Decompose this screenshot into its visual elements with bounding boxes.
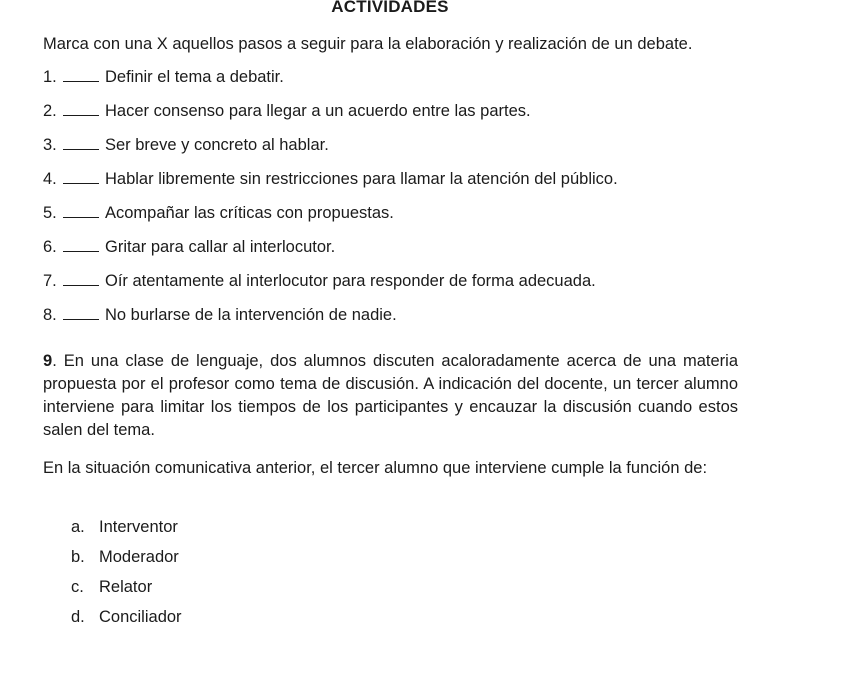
option-text: Interventor: [99, 518, 178, 536]
answer-blank[interactable]: [63, 306, 99, 320]
option-text: Relator: [99, 578, 153, 596]
option-text: Moderador: [99, 548, 179, 566]
step-text: Gritar para callar al interlocutor.: [105, 238, 336, 256]
answer-option[interactable]: [71, 578, 182, 608]
step-item: [43, 102, 618, 136]
question-paragraph: [43, 350, 738, 442]
step-item: [43, 272, 618, 306]
step-text: Definir el tema a debatir.: [105, 68, 284, 86]
step-item: [43, 170, 618, 204]
step-text: No burlarse de la intervención de nadie.: [105, 306, 397, 324]
option-text: Conciliador: [99, 608, 182, 626]
step-item: [43, 238, 618, 272]
step-item: [43, 136, 618, 170]
answer-blank[interactable]: [63, 68, 99, 82]
step-text: Acompañar las críticas con propuestas.: [105, 204, 394, 222]
answer-option[interactable]: [71, 608, 182, 638]
step-item: [43, 306, 618, 340]
step-number: 6.: [43, 238, 57, 256]
step-text: Hablar libremente sin restricciones para llamar la atención del público.: [105, 170, 618, 188]
option-letter: b.: [71, 548, 85, 566]
step-text: Hacer consenso para llegar a un acuerdo entre las partes.: [105, 102, 531, 120]
option-letter: c.: [71, 578, 84, 596]
answer-blank[interactable]: [63, 238, 99, 252]
question-prompt: En la situación comunicativa anterior, el tercer alumno que interviene cumple la función de:: [43, 459, 708, 477]
step-number: 1.: [43, 68, 57, 86]
step-number: 4.: [43, 170, 57, 188]
step-number: 8.: [43, 306, 57, 324]
option-letter: a.: [71, 518, 85, 536]
steps-list: [43, 68, 618, 340]
answer-option[interactable]: [71, 518, 182, 548]
option-letter: d.: [71, 608, 85, 626]
page-title: ACTIVIDADES: [331, 0, 449, 16]
answer-option[interactable]: [71, 548, 182, 578]
step-item: [43, 68, 618, 102]
answer-options: [71, 518, 182, 638]
question-number: 9: [43, 352, 53, 370]
step-number: 3.: [43, 136, 57, 154]
step-number: 7.: [43, 272, 57, 290]
instruction-text: Marca con una X aquellos pasos a seguir para la elaboración y realización de un debate.: [43, 35, 693, 53]
step-text: Oír atentamente al interlocutor para responder de forma adecuada.: [105, 272, 596, 290]
question-text: . En una clase de lenguaje, dos alumnos discuten acaloradamente acerca de una materia propuesta por el profesor como tema de discusión. A indicación del docente, un tercer alumno interviene para limitar los tiempos de los participantes y encauzar la discusión cuando estos salen del tema.: [43, 352, 738, 439]
answer-blank[interactable]: [63, 272, 99, 286]
step-number: 5.: [43, 204, 57, 222]
answer-blank[interactable]: [63, 102, 99, 116]
answer-blank[interactable]: [63, 136, 99, 150]
step-number: 2.: [43, 102, 57, 120]
step-text: Ser breve y concreto al hablar.: [105, 136, 329, 154]
step-item: [43, 204, 618, 238]
answer-blank[interactable]: [63, 204, 99, 218]
answer-blank[interactable]: [63, 170, 99, 184]
